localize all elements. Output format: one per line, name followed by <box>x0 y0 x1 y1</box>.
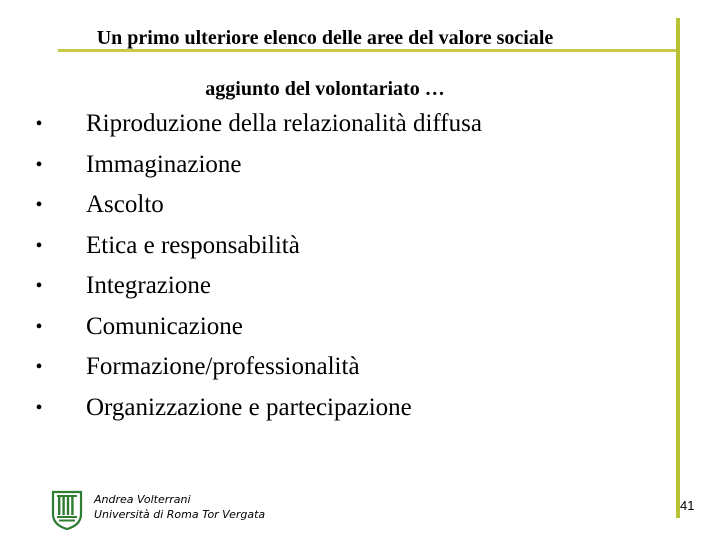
list-item-text: Etica e responsabilità <box>86 231 300 259</box>
list-item-text: Organizzazione e partecipazione <box>86 393 412 421</box>
vertical-accent-bar <box>676 18 680 518</box>
title-underline-rule <box>58 49 678 52</box>
bullet-marker: • <box>35 275 43 297</box>
bullet-marker: • <box>35 396 43 419</box>
list-item-text: Integrazione <box>86 272 211 299</box>
bullet-marker: • <box>35 153 43 176</box>
bullet-marker: • <box>35 113 43 135</box>
slide-title-line-1: Un primo ulteriore elenco delle aree del valore sociale <box>96 27 554 49</box>
bullet-marker: • <box>35 234 43 257</box>
footer-author: Andrea Volterrani <box>94 493 191 506</box>
bullet-marker: • <box>35 194 43 216</box>
list-item-text: Immaginazione <box>86 150 242 178</box>
list-item-text: Formazione/professionalità <box>86 353 360 380</box>
slide-title-line-2: aggiunto del volontariato … <box>205 78 445 100</box>
page-number: 41 <box>680 498 695 513</box>
bullet-marker: • <box>35 356 43 378</box>
list-item-text: Comunicazione <box>86 312 243 340</box>
list-item-text: Riproduzione della relazionalità diffusa <box>86 110 482 137</box>
bullet-marker: • <box>35 315 43 338</box>
footer-credits <box>94 492 265 522</box>
university-crest-icon <box>50 490 84 530</box>
list-item-text: Ascolto <box>86 191 164 218</box>
footer-institution: Università di Roma Tor Vergata <box>94 508 266 521</box>
